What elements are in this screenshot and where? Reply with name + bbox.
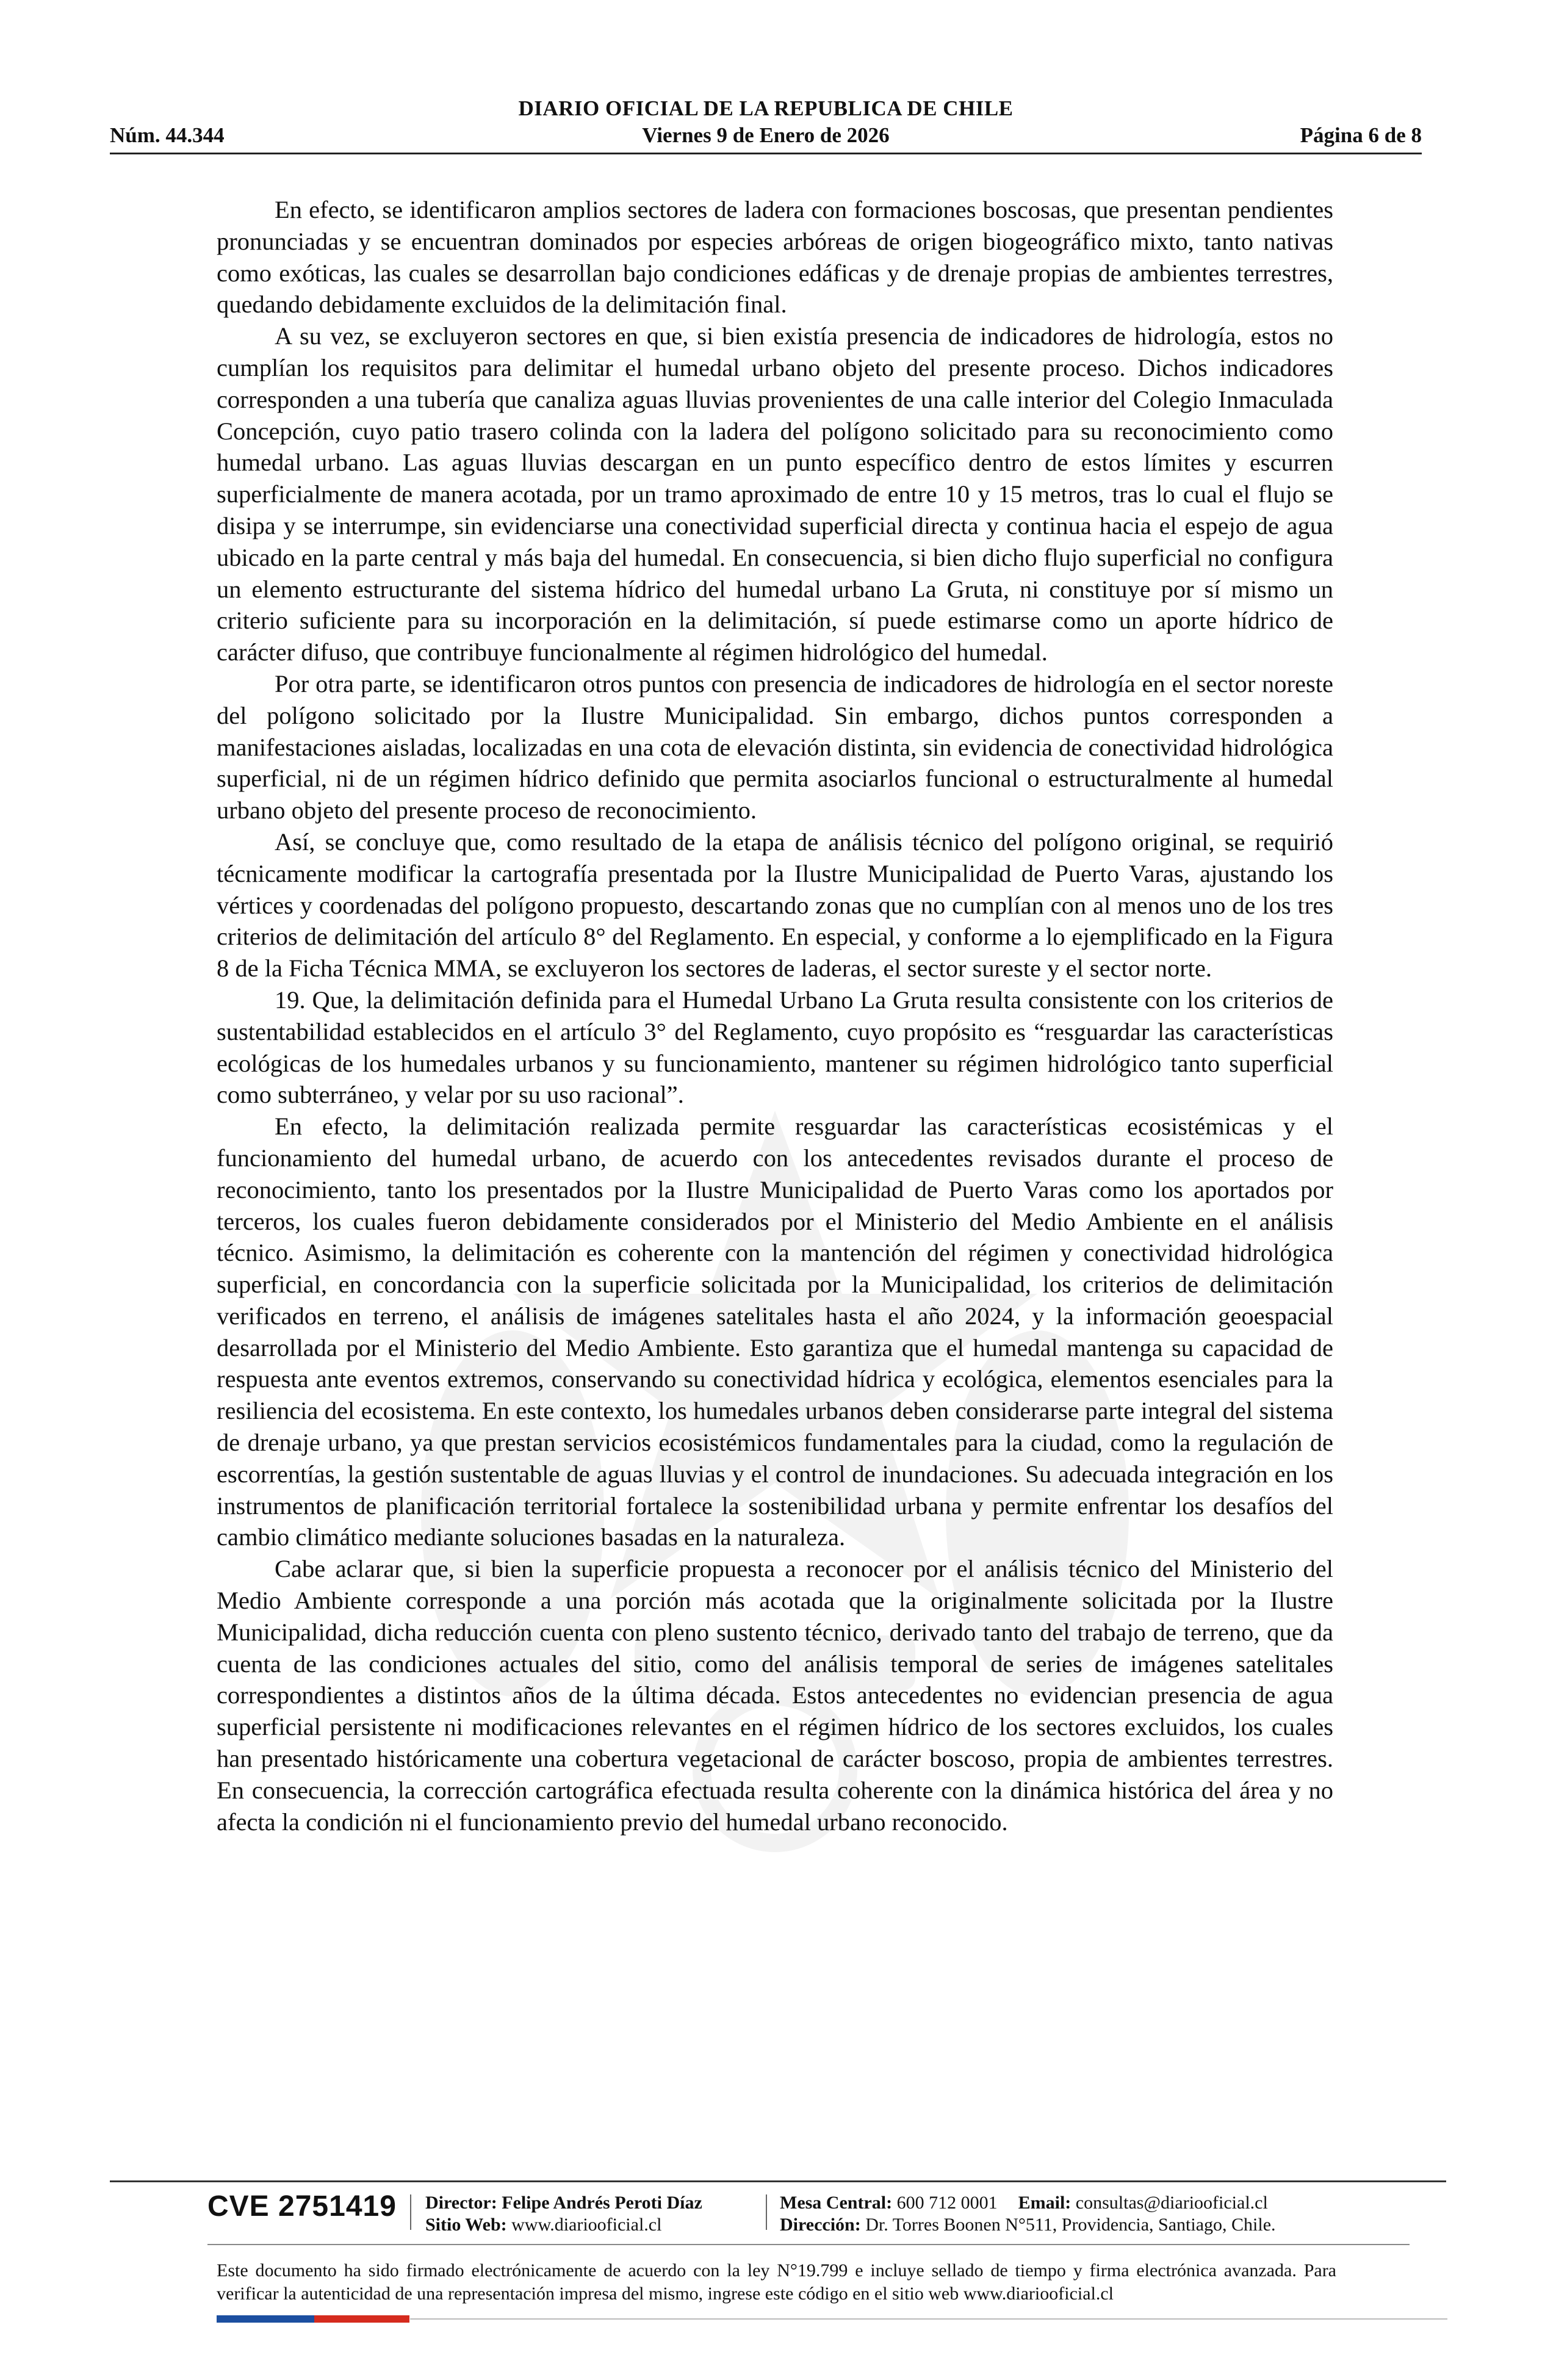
email-link[interactable]: consultas@diariooficial.cl — [1075, 2193, 1268, 2213]
paragraph: En efecto, la delimitación realizada permite resguardar las características ecosistémicas y el funcionamiento del humedal urbano, de acuerdo con los antecedentes revisados durante el proceso de reconocimiento, tanto los presentados por la Ilustre Municipalidad de Puerto Varas como los aportados por terceros, los cuales fueron debidamente considerados por el Ministerio del Medio Ambiente en el análisis técnico. Asimismo, la delimitación es coherente con la mantención del régimen y conectividad hidrológica superficial, en concordancia con la superficie solicitada por la Municipalidad, los criterios de delimitación verificados en terreno, el análisis de imágenes satelitales hasta el año 2024, y la información geoespacial desarrollada por el Ministerio del Medio Ambiente. Esto garantiza que el humedal mantenga su capacidad de respuesta ante eventos extremos, conservando su conectividad hídrica y ecológica, elementos esenciales para la resiliencia del ecosistema. En este contexto, los humedales urbanos deben considerarse parte integral del sistema de drenaje urbano, ya que prestan servicios ecosistémicos fundamentales para la ciudad, como la regulación de escorrentías, la gestión sustentable de aguas lluvias y el control de inundaciones. Su adecuada integración en los instrumentos de planificación territorial fortalece la sostenibilidad urbana y permite enfrentar los desafíos del cambio climático mediante soluciones basadas en la naturaleza. — [217, 1112, 1333, 1551]
signature-notice: Este documento ha sido firmado electrónicamente de acuerdo con la ley N°19.799 e incluye sellado de tiempo y firma electrónica avanzada. Para verificar la autenticidad de una representación impresa del mismo, ingrese este código en el sitio web www.diariooficial.cl — [217, 2260, 1336, 2304]
footer-divider — [110, 2180, 1446, 2182]
address-label: Dirección: — [780, 2215, 861, 2235]
address-text: Dr. Torres Boonen N°511, Providencia, Santiago, Chile. — [865, 2215, 1276, 2235]
issue-date: Viernes 9 de Enero de 2026 — [642, 123, 890, 147]
paragraph: Así, se concluye que, como resultado de la etapa de análisis técnico del polígono original, se requirió técnicamente modificar la cartografía presentada por la Ilustre Municipalidad de Puerto Varas, ajustando los vértices y coordenadas del polígono propuesto, descartando zonas que no cumplían con al menos uno de los tres criterios de delimitación del artículo 8° del Reglamento. En especial, y conforme a lo ejemplificado en la Figura 8 de la Ficha Técnica MMA, se excluyeron los sectores de laderas, el sector sureste y el sector norte. — [217, 828, 1333, 983]
phone-label: Mesa Central: — [780, 2193, 893, 2213]
publication-title: DIARIO OFICIAL DE LA REPUBLICA DE CHILE — [518, 96, 1014, 120]
page-header — [110, 96, 1422, 154]
footer-separator — [766, 2194, 767, 2230]
paragraph: Cabe aclarar que, si bien la superficie propuesta a reconocer por el análisis técnico del Ministerio del Medio Ambiente corresponde a una porción más acotada que la originalmente solicitada por la Ilustre Municipalidad, dicha reducción cuenta con pleno sustento técnico, derivado tanto del trabajo de terreno, que da cuenta de las condiciones actuales del sitio, como del análisis temporal de series de imágenes satelitales correspondientes a distintos años de la última década. Estos antecedentes no evidencian presencia de agua superficial persistente ni modificaciones relevantes en el régimen hídrico de los sectores excluidos, los cuales han presentado históricamente una cobertura vegetacional de carácter boscoso, propia de ambientes terrestres. En consecuencia, la corrección cartográfica efectuada resulta coherente con la dinámica histórica del área y no afecta la condición ni el funcionamiento previo del humedal urbano reconocido. — [217, 1555, 1333, 1836]
director-name: Felipe Andrés Peroti Díaz — [502, 2193, 702, 2213]
phone-number: 600 712 0001 — [896, 2193, 998, 2213]
footer-director-block — [425, 2192, 702, 2236]
paragraph: A su vez, se excluyeron sectores en que, si bien existía presencia de indicadores de hidrología, estos no cumplían los requisitos para delimitar el humedal urbano objeto del presente proceso. Dichos indicadores corresponden a una tubería que canaliza aguas lluvias provenientes de una calle interior del Colegio Inmaculada Concepción, cuyo patio trasero colinda con la ladera del polígono solicitado para su reconocimiento como humedal urbano. Las aguas lluvias descargan en un punto específico dentro de estos límites y escurren superficialmente de manera acotada, por un tramo aproximado de entre 10 y 15 metros, tras lo cual el flujo se disipa y se interrumpe, sin evidenciarse una conectividad superficial directa y continua hacia el espejo de agua ubicado en la parte central y más baja del humedal. En consecuencia, si bien dicho flujo superficial no configura un elemento estructurante del sistema hídrico del humedal urbano La Gruta, ni constituye por sí mismo un criterio suficiente para su incorporación en la delimitación, sí puede estimarse como un aporte hídrico de carácter difuso, que contribuye funcionalmente al régimen hidrológico del humedal. — [217, 322, 1333, 666]
footer-contact-block — [780, 2192, 1276, 2236]
director-label: Director: — [425, 2193, 497, 2213]
issue-number: Núm. 44.344 — [110, 123, 225, 147]
flag-stripe — [217, 2315, 409, 2323]
paragraph: 19. Que, la delimitación definida para el Humedal Urbano La Gruta resulta consistente con los criterios de sustentabilidad establecidos en el artículo 3° del Reglamento, cuyo propósito es “resguardar las características ecológicas de los humedales urbanos y su funcionamiento, mantener su régimen hidrológico tanto superficial como subterráneo, y velar por su uso racional”. — [217, 986, 1333, 1109]
document-body — [217, 194, 1333, 1837]
paragraph: Por otra parte, se identificaron otros puntos con presencia de indicadores de hidrología en el sector noreste del polígono solicitado por la Ilustre Municipalidad. Sin embargo, dichos puntos corresponden a manifestaciones aisladas, localizadas en una cota de elevación distinta, sin evidencia de conectividad hidrológica superficial, ni de un régimen hídrico definido que permita asociarlos funcional o estructuralmente al humedal urbano objeto del presente proceso de reconocimiento. — [217, 669, 1333, 824]
footer-separator — [410, 2194, 411, 2230]
page-number: Página 6 de 8 — [1300, 123, 1422, 147]
email-label: Email: — [1018, 2193, 1072, 2213]
website-label: Sitio Web: — [425, 2215, 507, 2235]
footer-divider — [410, 2318, 1447, 2320]
footer-divider — [207, 2244, 1410, 2245]
flag-red-stripe — [314, 2315, 409, 2323]
flag-blue-stripe — [217, 2315, 314, 2323]
paragraph: En efecto, se identificaron amplios sectores de ladera con formaciones boscosas, que presentan pendientes pronunciadas y se encuentran dominados por especies arbóreas de origen biogeográfico mixto, tanto nativas como exóticas, las cuales se desarrollan bajo condiciones edáficas y de drenaje propias de ambientes terrestres, quedando debidamente excluidos de la delimitación final. — [217, 196, 1333, 319]
website-link[interactable]: www.diariooficial.cl — [511, 2215, 662, 2235]
cve-code: CVE 2751419 — [207, 2190, 397, 2223]
